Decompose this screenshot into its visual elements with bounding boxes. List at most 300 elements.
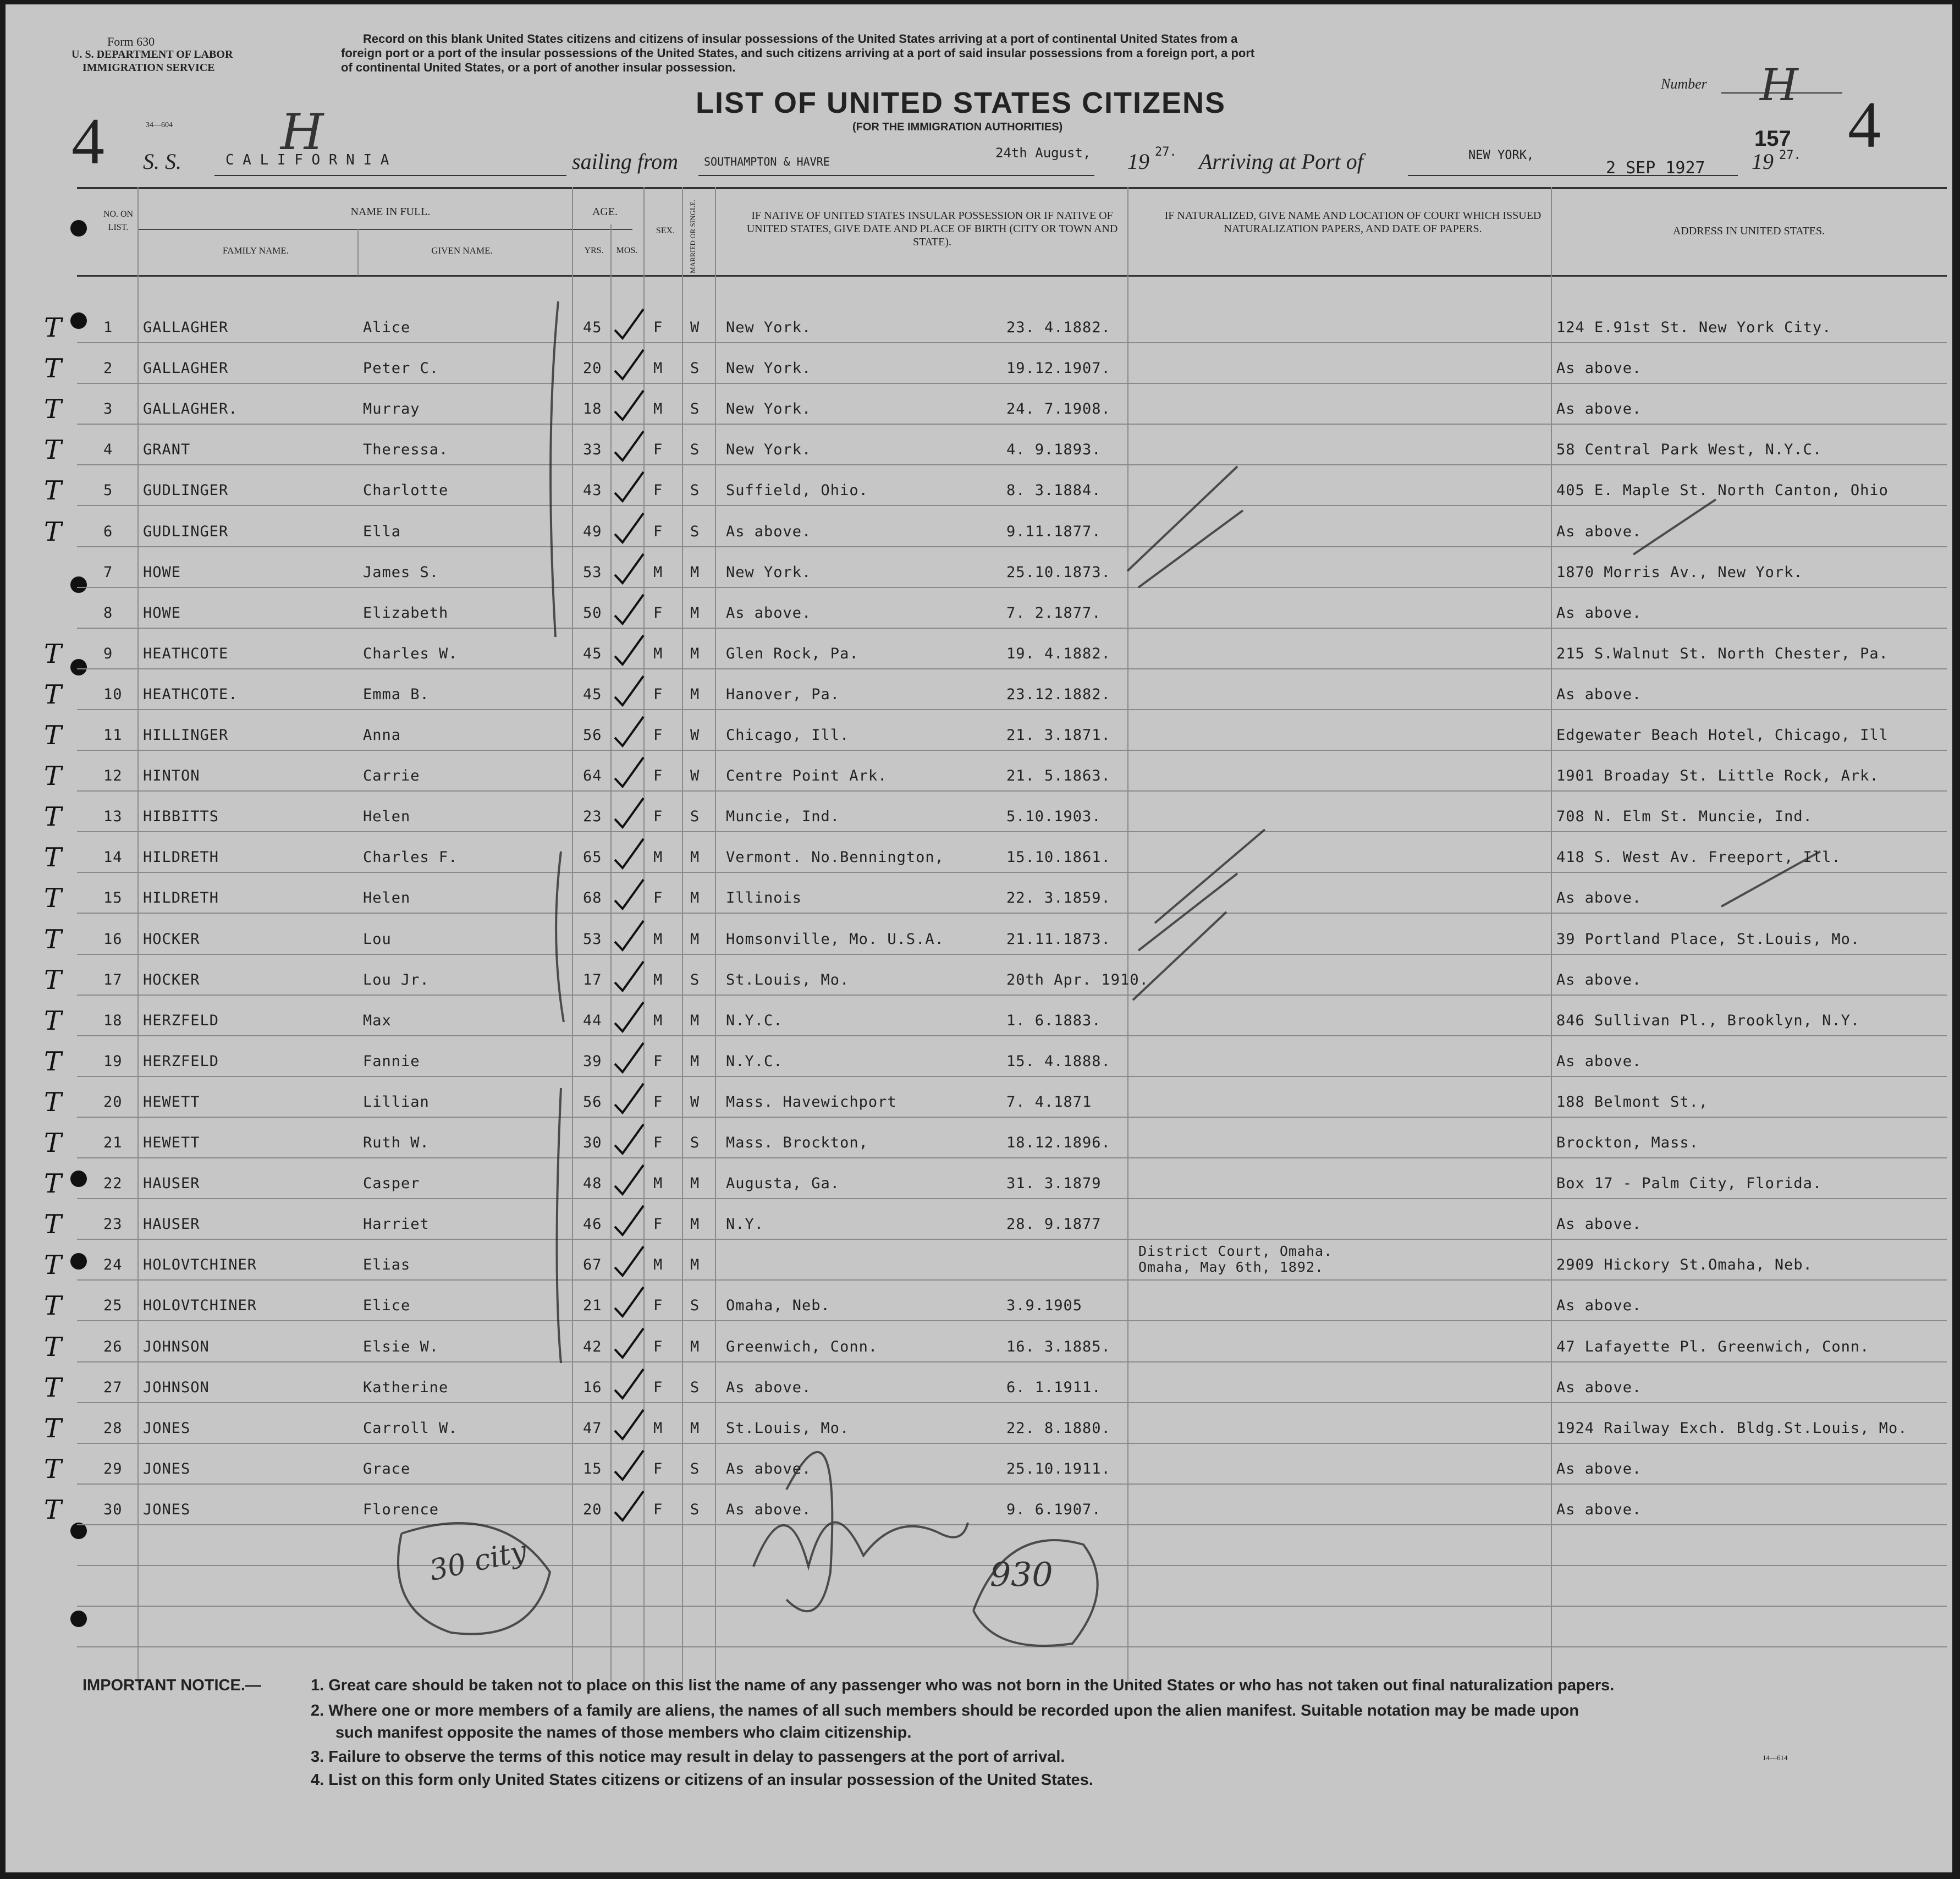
- sex: F: [653, 889, 663, 907]
- row-number: 17: [103, 971, 123, 988]
- birth-place: N.Y.C.: [726, 1052, 783, 1070]
- handwritten-count: 30 city: [426, 1535, 530, 1587]
- age-years: 53: [583, 563, 602, 581]
- row-number: 1: [103, 319, 113, 336]
- age-years: 18: [583, 400, 602, 418]
- tally-mark: T: [44, 964, 62, 996]
- check-marks-overlay: [5, 4, 1952, 1872]
- row-number: 27: [103, 1378, 123, 1396]
- from-port: SOUTHAMPTON & HAVRE: [704, 155, 830, 168]
- birth-date: 20th Apr. 1910.: [1006, 971, 1149, 988]
- year2-suffix: 27.: [1779, 149, 1801, 162]
- marital-status: M: [690, 1216, 700, 1233]
- birth-place: Glen Rock, Pa.: [726, 645, 859, 662]
- family-name: HEWETT: [143, 1093, 200, 1111]
- department-label: U. S. DEPARTMENT OF LABOR: [71, 48, 233, 61]
- sex: F: [653, 767, 663, 785]
- stamp-157: 157: [1754, 127, 1791, 151]
- birth-date: 5.10.1903.: [1006, 808, 1102, 826]
- us-address: 1924 Railway Exch. Bldg.St.Louis, Mo.: [1556, 1419, 1908, 1437]
- family-name: HERZFELD: [143, 1012, 219, 1029]
- sex: F: [653, 441, 663, 459]
- row-number: 28: [103, 1419, 123, 1437]
- age-years: 20: [583, 1501, 602, 1518]
- tally-mark: T: [44, 679, 62, 710]
- age-years: 46: [583, 1216, 602, 1233]
- row-number: 12: [103, 767, 123, 785]
- birth-place: St.Louis, Mo.: [726, 1419, 850, 1437]
- given-name: Elice: [363, 1297, 411, 1315]
- given-name: Emma B.: [363, 685, 430, 703]
- given-name: Anna: [363, 727, 401, 744]
- sex: F: [653, 604, 663, 622]
- us-address: Box 17 - Palm City, Florida.: [1556, 1175, 1823, 1193]
- us-address: 1870 Morris Av., New York.: [1556, 563, 1803, 581]
- header-no: NO. ON LIST.: [103, 210, 134, 232]
- given-name: Harriet: [363, 1216, 430, 1233]
- marital-status: S: [690, 360, 700, 377]
- age-years: 44: [583, 1012, 602, 1029]
- marital-status: M: [690, 1052, 700, 1070]
- us-address: Edgewater Beach Hotel, Chicago, Ill: [1556, 727, 1889, 744]
- birth-place: N.Y.: [726, 1216, 764, 1233]
- tally-mark: T: [44, 1331, 62, 1362]
- birth-date: 1. 6.1883.: [1006, 1012, 1102, 1029]
- age-years: 43: [583, 482, 602, 499]
- given-name: Carroll W.: [363, 1419, 458, 1437]
- birth-date: 4. 9.1893.: [1006, 441, 1102, 459]
- given-name: Elias: [363, 1256, 411, 1274]
- family-name: GALLAGHER.: [143, 400, 238, 418]
- given-name: Fannie: [363, 1052, 420, 1070]
- age-years: 15: [583, 1460, 602, 1477]
- sex: F: [653, 482, 663, 499]
- sex: F: [653, 1297, 663, 1315]
- given-name: Charlotte: [363, 482, 449, 499]
- marital-status: W: [690, 727, 700, 744]
- family-name: HAUSER: [143, 1216, 200, 1233]
- sex: F: [653, 727, 663, 744]
- sex: F: [653, 808, 663, 826]
- marital-status: S: [690, 523, 700, 540]
- us-address: As above.: [1556, 685, 1642, 703]
- year-suffix: 27.: [1155, 145, 1177, 159]
- birth-place: Mass. Brockton,: [726, 1134, 868, 1151]
- birth-date: 22. 3.1859.: [1006, 889, 1111, 907]
- given-name: Grace: [363, 1460, 411, 1477]
- sex: M: [653, 1012, 663, 1029]
- notice-item-2b: such manifest opposite the names of those members who claim citizenship.: [335, 1724, 912, 1741]
- record-text-2: foreign port or a port of the insular possessions of the United States, and such citizens arriving at a port of said insular possessions from a foreign port, a port: [341, 46, 1255, 60]
- us-address: 47 Lafayette Pl. Greenwich, Conn.: [1556, 1338, 1870, 1355]
- age-years: 30: [583, 1134, 602, 1151]
- tally-mark: T: [44, 394, 62, 425]
- marital-status: M: [690, 1012, 700, 1029]
- birth-date: 25.10.1873.: [1006, 563, 1111, 581]
- birth-date: 19. 4.1882.: [1006, 645, 1111, 662]
- notice-item-2a: 2. Where one or more members of a family are aliens, the names of all such members should be recorded upon the alien manifest. Suitable notation may be made upon: [311, 1702, 1579, 1719]
- given-name: Lou: [363, 930, 392, 948]
- given-name: Max: [363, 1012, 392, 1029]
- sex: M: [653, 563, 663, 581]
- header-given-name: GIVEN NAME.: [431, 245, 493, 256]
- row-number: 15: [103, 889, 123, 907]
- slash-mark: [1155, 829, 1265, 923]
- number-value: H: [1760, 59, 1798, 111]
- row-number: 5: [103, 482, 113, 499]
- birth-date: 22. 8.1880.: [1006, 1419, 1111, 1437]
- birth-place: As above.: [726, 1460, 812, 1477]
- age-years: 17: [583, 971, 602, 988]
- age-years: 47: [583, 1419, 602, 1437]
- birth-place: New York.: [726, 400, 812, 418]
- age-years: 65: [583, 849, 602, 866]
- age-years: 49: [583, 523, 602, 540]
- marital-status: M: [690, 849, 700, 866]
- marital-status: M: [690, 1175, 700, 1193]
- sailing-from-label: sailing from: [572, 149, 678, 174]
- voyage-date: 24th August,: [995, 145, 1091, 161]
- us-address: As above.: [1556, 889, 1642, 907]
- birth-place: New York.: [726, 360, 812, 377]
- page-title: LIST OF UNITED STATES CITIZENS: [696, 86, 1226, 119]
- family-name: JOHNSON: [143, 1338, 210, 1355]
- us-address: As above.: [1556, 360, 1642, 377]
- family-name: HOLOVTCHINER: [143, 1297, 257, 1315]
- family-name: HOCKER: [143, 971, 200, 988]
- row-number: 3: [103, 400, 113, 418]
- header-family-name: FAMILY NAME.: [222, 245, 289, 256]
- family-name: HEWETT: [143, 1134, 200, 1151]
- birth-place: Greenwich, Conn.: [726, 1338, 878, 1355]
- birth-place: Homsonville, Mo. U.S.A.: [726, 930, 944, 948]
- sex: F: [653, 1338, 663, 1355]
- slash-mark: [1721, 851, 1820, 906]
- age-years: 56: [583, 727, 602, 744]
- row-number: 25: [103, 1297, 123, 1315]
- family-name: HILDRETH: [143, 889, 219, 907]
- sex: F: [653, 1501, 663, 1518]
- given-name: Katherine: [363, 1378, 449, 1396]
- birth-date: 28. 9.1877: [1006, 1216, 1102, 1233]
- sex: M: [653, 1419, 663, 1437]
- us-address: As above.: [1556, 1501, 1642, 1518]
- family-name: JONES: [143, 1501, 191, 1518]
- birth-date: 24. 7.1908.: [1006, 400, 1111, 418]
- notice-label: IMPORTANT NOTICE.—: [82, 1677, 261, 1694]
- birth-date: 21.11.1873.: [1006, 930, 1111, 948]
- row-number: 9: [103, 645, 113, 662]
- us-address: 1901 Broaday St. Little Rock, Ark.: [1556, 767, 1879, 785]
- birth-place: Omaha, Neb.: [726, 1297, 830, 1315]
- sex: M: [653, 360, 663, 377]
- age-years: 64: [583, 767, 602, 785]
- header-naturalized: IF NATURALIZED, GIVE NAME AND LOCATION OF COURT WHICH ISSUED NATURALIZATION PAPERS, AND DATE OF PAPERS.: [1164, 210, 1541, 235]
- arrival-port: NEW YORK,: [1468, 149, 1534, 162]
- slash-mark: [1138, 873, 1237, 951]
- birth-place: As above.: [726, 523, 812, 540]
- age-years: 45: [583, 319, 602, 336]
- slash-mark: [1633, 499, 1716, 554]
- given-name: Lillian: [363, 1093, 430, 1111]
- row-number: 23: [103, 1216, 123, 1233]
- notice-item-3: 3. Failure to observe the terms of this notice may result in delay to passengers at the port of arrival.: [311, 1748, 1065, 1766]
- birth-place: As above.: [726, 1378, 812, 1396]
- page-number-right: 4: [1848, 88, 1881, 161]
- marital-status: S: [690, 482, 700, 499]
- row-number: 22: [103, 1175, 123, 1193]
- row-number: 26: [103, 1338, 123, 1355]
- bracket-mark: [557, 1088, 561, 1363]
- marital-status: S: [690, 441, 700, 459]
- tally-mark: T: [44, 1413, 62, 1444]
- family-name: HOWE: [143, 604, 181, 622]
- number-label: Number: [1661, 76, 1707, 92]
- row-number: 30: [103, 1501, 123, 1518]
- tally-mark: T: [44, 924, 62, 955]
- birth-place: Suffield, Ohio.: [726, 482, 868, 499]
- sex: M: [653, 971, 663, 988]
- marital-status: S: [690, 1134, 700, 1151]
- tally-mark: T: [44, 353, 62, 384]
- tally-mark: T: [44, 1086, 62, 1118]
- age-years: 33: [583, 441, 602, 459]
- page-number-left: 4: [71, 105, 104, 178]
- header-sex: SEX.: [656, 226, 675, 235]
- given-name: James S.: [363, 563, 439, 581]
- birth-date: 7. 4.1871: [1006, 1093, 1092, 1111]
- row-number: 2: [103, 360, 113, 377]
- marital-status: W: [690, 319, 700, 336]
- family-name: HEATHCOTE: [143, 645, 229, 662]
- us-address: As above.: [1556, 1378, 1642, 1396]
- birth-place: New York.: [726, 319, 812, 336]
- header-age: AGE.: [592, 206, 618, 218]
- tally-mark: T: [44, 801, 62, 833]
- bracket-mark: [556, 851, 564, 1022]
- sex: F: [653, 319, 663, 336]
- birth-date: 8. 3.1884.: [1006, 482, 1102, 499]
- marital-status: M: [690, 645, 700, 662]
- birth-place: Augusta, Ga.: [726, 1175, 840, 1193]
- age-years: 56: [583, 1093, 602, 1111]
- tally-mark: T: [44, 1005, 62, 1036]
- age-years: 23: [583, 808, 602, 826]
- sex: F: [653, 1093, 663, 1111]
- marital-status: M: [690, 604, 700, 622]
- row-number: 20: [103, 1093, 123, 1111]
- row-number: 6: [103, 523, 113, 540]
- tally-mark: T: [44, 435, 62, 466]
- us-address: As above.: [1556, 1297, 1642, 1315]
- birth-date: 15.10.1861.: [1006, 849, 1111, 866]
- given-name: Elizabeth: [363, 604, 449, 622]
- tally-mark: T: [44, 842, 62, 873]
- birth-place: Chicago, Ill.: [726, 727, 850, 744]
- arriving-label: Arriving at Port of: [1199, 149, 1363, 174]
- family-name: HOLOVTCHINER: [143, 1256, 257, 1274]
- age-years: 48: [583, 1175, 602, 1193]
- us-address: 418 S. West Av. Freeport, Ill.: [1556, 849, 1841, 866]
- birth-date: 19.12.1907.: [1006, 360, 1111, 377]
- birth-date: 23.12.1882.: [1006, 685, 1111, 703]
- us-address: 2909 Hickory St.Omaha, Neb.: [1556, 1256, 1813, 1274]
- birth-date: 16. 3.1885.: [1006, 1338, 1111, 1355]
- header-name-in-full: NAME IN FULL.: [350, 206, 431, 218]
- record-text-1: Record on this blank United States citizens and citizens of insular possessions of the United States arriving at a port of continental United States from a: [363, 32, 1238, 46]
- row-number: 4: [103, 441, 113, 459]
- bracket-mark: [550, 301, 558, 637]
- family-name: JONES: [143, 1419, 191, 1437]
- sex: M: [653, 1256, 663, 1274]
- header-yrs: YRS.: [584, 246, 604, 255]
- marital-status: W: [690, 1093, 700, 1111]
- slash-mark: [1138, 510, 1243, 587]
- birth-date: 15. 4.1888.: [1006, 1052, 1111, 1070]
- family-name: JOHNSON: [143, 1378, 210, 1396]
- age-years: 45: [583, 645, 602, 662]
- marital-status: M: [690, 685, 700, 703]
- row-number: 18: [103, 1012, 123, 1029]
- tally-mark: T: [44, 638, 62, 669]
- marital-status: S: [690, 971, 700, 988]
- given-name: Ruth W.: [363, 1134, 430, 1151]
- handwritten-h-left: H: [280, 103, 324, 161]
- given-name: Lou Jr.: [363, 971, 430, 988]
- age-years: 45: [583, 685, 602, 703]
- family-name: HILLINGER: [143, 727, 229, 744]
- sex: M: [653, 849, 663, 866]
- tally-mark: T: [44, 516, 62, 547]
- given-name: Charles F.: [363, 849, 458, 866]
- tally-mark: T: [44, 720, 62, 751]
- sex: M: [653, 1175, 663, 1193]
- birth-date: 21. 3.1871.: [1006, 727, 1111, 744]
- age-years: 68: [583, 889, 602, 907]
- year2-prefix: 19: [1752, 149, 1774, 174]
- family-name: GUDLINGER: [143, 523, 229, 540]
- year-prefix: 19: [1127, 149, 1149, 174]
- us-address: 39 Portland Place, St.Louis, Mo.: [1556, 930, 1860, 948]
- naturalization-court: District Court, Omaha. Omaha, May 6th, 1892.: [1138, 1243, 1333, 1276]
- tally-mark: T: [44, 1046, 62, 1077]
- tally-mark: T: [44, 1290, 62, 1322]
- form-code: 34—604: [146, 121, 173, 129]
- family-name: GALLAGHER: [143, 319, 229, 336]
- tally-mark: T: [44, 312, 62, 343]
- arrival-date-stamp: 2 SEP 1927: [1606, 158, 1705, 178]
- birth-place: New York.: [726, 441, 812, 459]
- birth-date: 6. 1.1911.: [1006, 1378, 1102, 1396]
- birth-place: Hanover, Pa.: [726, 685, 840, 703]
- given-name: Helen: [363, 889, 411, 907]
- sex: F: [653, 1052, 663, 1070]
- sex: F: [653, 1378, 663, 1396]
- sex: F: [653, 1216, 663, 1233]
- ss-label: S. S.: [143, 149, 181, 174]
- us-address: As above.: [1556, 523, 1642, 540]
- family-name: HILDRETH: [143, 849, 219, 866]
- us-address: As above.: [1556, 1460, 1642, 1477]
- age-years: 50: [583, 604, 602, 622]
- us-address: 846 Sullivan Pl., Brooklyn, N.Y.: [1556, 1012, 1860, 1029]
- us-address: 708 N. Elm St. Muncie, Ind.: [1556, 808, 1813, 826]
- us-address: 58 Central Park West, N.Y.C.: [1556, 441, 1823, 459]
- row-number: 8: [103, 604, 113, 622]
- marital-status: W: [690, 767, 700, 785]
- given-name: Carrie: [363, 767, 420, 785]
- birth-date: 25.10.1911.: [1006, 1460, 1111, 1477]
- header-address: ADDRESS IN UNITED STATES.: [1672, 225, 1825, 237]
- marital-status: M: [690, 563, 700, 581]
- family-name: GRANT: [143, 441, 191, 459]
- given-name: Theressa.: [363, 441, 449, 459]
- row-number: 24: [103, 1256, 123, 1274]
- service-label: IMMIGRATION SERVICE: [82, 62, 215, 74]
- birth-date: 7. 2.1877.: [1006, 604, 1102, 622]
- tally-mark: T: [44, 1494, 62, 1525]
- tally-mark: T: [44, 475, 62, 507]
- handwritten-930: 930: [990, 1556, 1053, 1594]
- birth-place: Centre Point Ark.: [726, 767, 888, 785]
- marital-status: M: [690, 1256, 700, 1274]
- us-address: 215 S.Walnut St. North Chester, Pa.: [1556, 645, 1889, 662]
- notice-item-4: 4. List on this form only United States citizens or citizens of an insular possession of the United States.: [311, 1771, 1093, 1789]
- age-years: 39: [583, 1052, 602, 1070]
- given-name: Casper: [363, 1175, 420, 1193]
- sex: F: [653, 523, 663, 540]
- age-years: 20: [583, 360, 602, 377]
- family-name: HIBBITTS: [143, 808, 219, 826]
- family-name: HOWE: [143, 563, 181, 581]
- birth-place: As above.: [726, 604, 812, 622]
- row-number: 29: [103, 1460, 123, 1477]
- marital-status: S: [690, 1378, 700, 1396]
- given-name: Helen: [363, 808, 411, 826]
- us-address: 188 Belmont St.,: [1556, 1093, 1709, 1111]
- manifest-sheet: [5, 4, 1952, 1872]
- family-name: HEATHCOTE.: [143, 685, 238, 703]
- given-name: Peter C.: [363, 360, 439, 377]
- sex: F: [653, 685, 663, 703]
- sex: F: [653, 1460, 663, 1477]
- record-text-3: of continental United States, or a port of another insular possession.: [341, 61, 736, 74]
- marital-status: M: [690, 930, 700, 948]
- us-address: As above.: [1556, 1216, 1642, 1233]
- tally-mark: T: [44, 1250, 62, 1281]
- given-name: Charles W.: [363, 645, 458, 662]
- given-name: Ella: [363, 523, 401, 540]
- birth-date: 21. 5.1863.: [1006, 767, 1111, 785]
- family-name: HOCKER: [143, 930, 200, 948]
- marital-status: S: [690, 1297, 700, 1315]
- row-number: 21: [103, 1134, 123, 1151]
- birth-date: 3.9.1905: [1006, 1297, 1083, 1315]
- us-address: As above.: [1556, 971, 1642, 988]
- marital-status: S: [690, 808, 700, 826]
- us-address: As above.: [1556, 400, 1642, 418]
- sex: M: [653, 930, 663, 948]
- family-name: HAUSER: [143, 1175, 200, 1193]
- form-number: Form 630: [107, 35, 155, 48]
- birth-place: As above.: [726, 1501, 812, 1518]
- birth-date: 31. 3.1879: [1006, 1175, 1102, 1193]
- age-years: 42: [583, 1338, 602, 1355]
- birth-place: St.Louis, Mo.: [726, 971, 850, 988]
- given-name: Alice: [363, 319, 411, 336]
- birth-date: 9.11.1877.: [1006, 523, 1102, 540]
- us-address: As above.: [1556, 1052, 1642, 1070]
